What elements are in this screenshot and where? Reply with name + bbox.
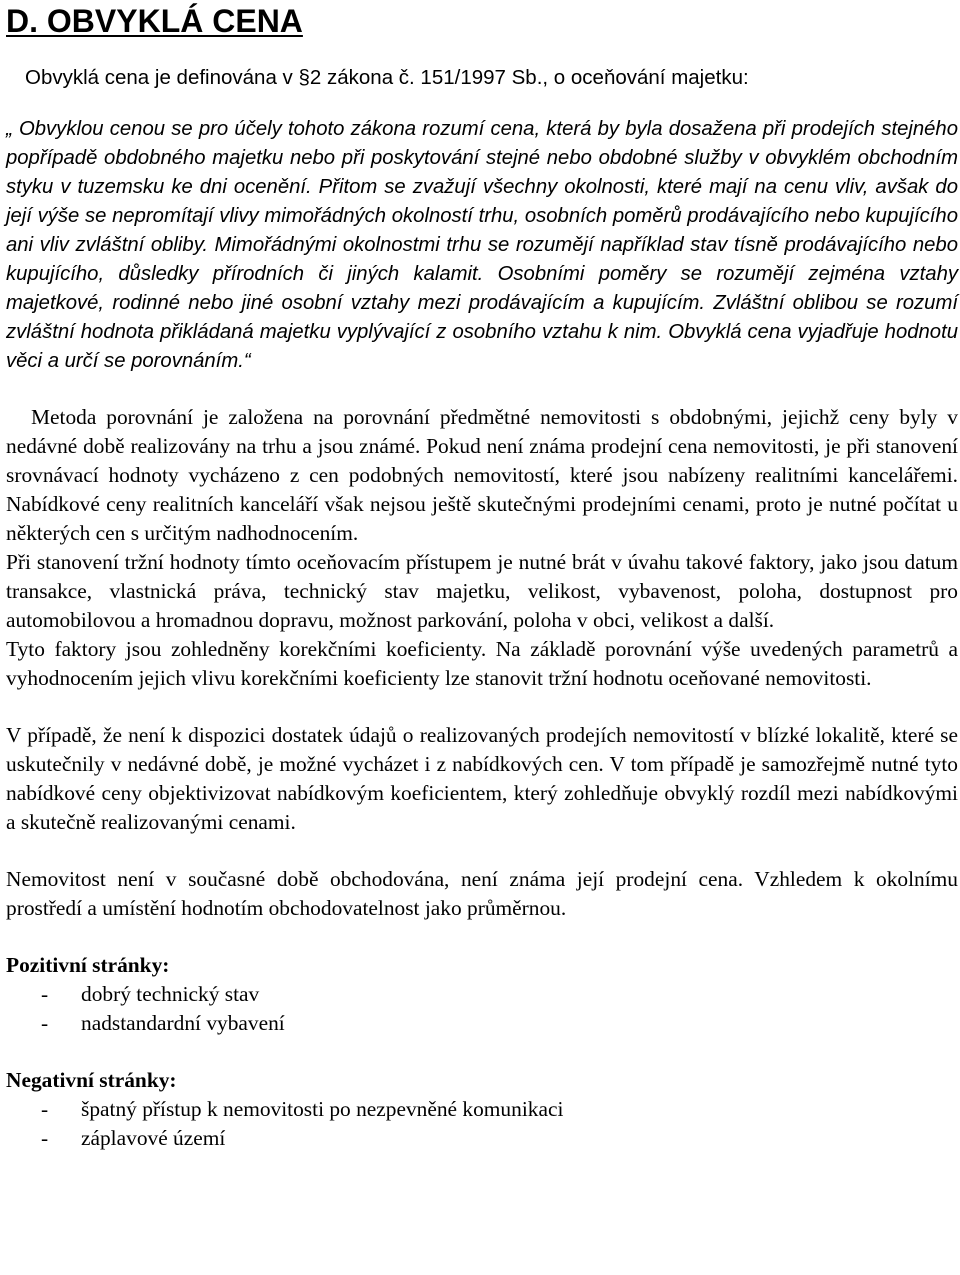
intro-paragraph: Obvyklá cena je definována v §2 zákona č. 151/1997 Sb., o oceňování majetku: bbox=[25, 66, 749, 89]
list-dash: - bbox=[41, 1011, 49, 1035]
list-dash: - bbox=[41, 1097, 49, 1121]
list-dash: - bbox=[41, 1126, 49, 1150]
list-item bbox=[6, 980, 958, 1009]
paragraph-coefficients: Tyto faktory jsou zohledněny korekčními koeficienty. Na základě porovnání výše uvedených parametrů a vyhodnocením jejich vlivu korekčními koeficienty lze stanovit tržní hodnotu oceňované nemovitosti. bbox=[6, 637, 958, 690]
paragraph-factors: Při stanovení tržní hodnoty tímto oceňovacím přístupem je nutné brát v úvahu takové faktory, jako jsou datum transakce, vlastnická práva, technický stav majetku, velikost, vybavenost, poloha, dostupnost pro automobilovou a hromadnou dopravu, možnost parkování, poloha v obci, velikost a další. bbox=[6, 550, 958, 632]
positive-aspects-title: Pozitivní stránky: bbox=[6, 953, 170, 977]
negative-aspects-title: Negativní stránky: bbox=[6, 1068, 177, 1092]
list-item-text: dobrý technický stav bbox=[81, 982, 260, 1006]
section-heading: D. OBVYKLÁ CENA bbox=[6, 3, 303, 39]
paragraph-comparison-method: Metoda porovnání je založena na porovnání předmětné nemovitosti s obdobnými, jejichž ceny byly v nedávné době realizovány na trhu a jsou známé. Pokud není známa prodejní cena nemovitosti, je při stanovení srovnávací hodnoty vycházeno z cen podobných nemovitostí, které jsou nabízeny realitními kancelářemi. Nabídkové ceny realitních kanceláří však nejsou ještě skutečnými prodejními cenami, proto je nutné počítat u některých cen s určitým nadhodnocením. bbox=[6, 405, 958, 545]
list-item-text: záplavové území bbox=[81, 1126, 226, 1150]
legal-quote: „ Obvyklou cenou se pro účely tohoto zákona rozumí cena, která by byla dosažena při prodejích stejného popřípadě obdobného majetku nebo při poskytování stejné nebo obdobné služby v obvyklém obchodním styku v tuzemsku ke dni ocenění. Přitom se zvažují všechny okolnosti, které mají na cenu vliv, avšak do její výše se nepromítají vlivy mimořádných okolností trhu, osobních poměrů prodávajícího nebo kupujícího ani vliv zvláštní obliby. Mimořádnými okolnostmi trhu se rozumějí například stav tísně prodávajícího nebo kupujícího, důsledky přírodních či jiných kalamit. Osobními poměry se rozumějí zejména vztahy majetkové, rodinné nebo jiné osobní vztahy mezi prodávajícím a kupujícím. Zvláštní oblibou se rozumí zvláštní hodnota přikládaná majetku vyplývající z osobního vztahu k nim. Obvyklá cena vyjadřuje hodnotu věci a určí se porovnáním.“ bbox=[6, 118, 958, 372]
positive-aspects-list bbox=[6, 980, 958, 1038]
list-dash: - bbox=[41, 982, 49, 1006]
list-item bbox=[6, 1095, 958, 1124]
negative-aspects-list bbox=[6, 1095, 958, 1153]
paragraph-offer-prices: V případě, že není k dispozici dostatek údajů o realizovaných prodejích nemovitostí v blízké lokalitě, které se uskutečnily v nedávné době, je možné vycházet i z nabídkových cen. V tom případě je samozřejmě nutné tyto nabídkové ceny objektivizovat nabídkovým koeficientem, který zohledňuje obvyklý rozdíl mezi nabídkovými a skutečně realizovanými cenami. bbox=[6, 723, 958, 834]
list-item-text: špatný přístup k nemovitosti po nezpevněné komunikaci bbox=[81, 1097, 564, 1121]
list-item-text: nadstandardní vybavení bbox=[81, 1011, 285, 1035]
paragraph-property-marketability: Nemovitost není v současné době obchodována, není známa její prodejní cena. Vzhledem k okolnímu prostředí a umístění hodnotím obchodovatelnost jako průměrnou. bbox=[6, 867, 958, 920]
list-item bbox=[6, 1124, 958, 1153]
list-item bbox=[6, 1009, 958, 1038]
document-page bbox=[6, 0, 958, 1153]
